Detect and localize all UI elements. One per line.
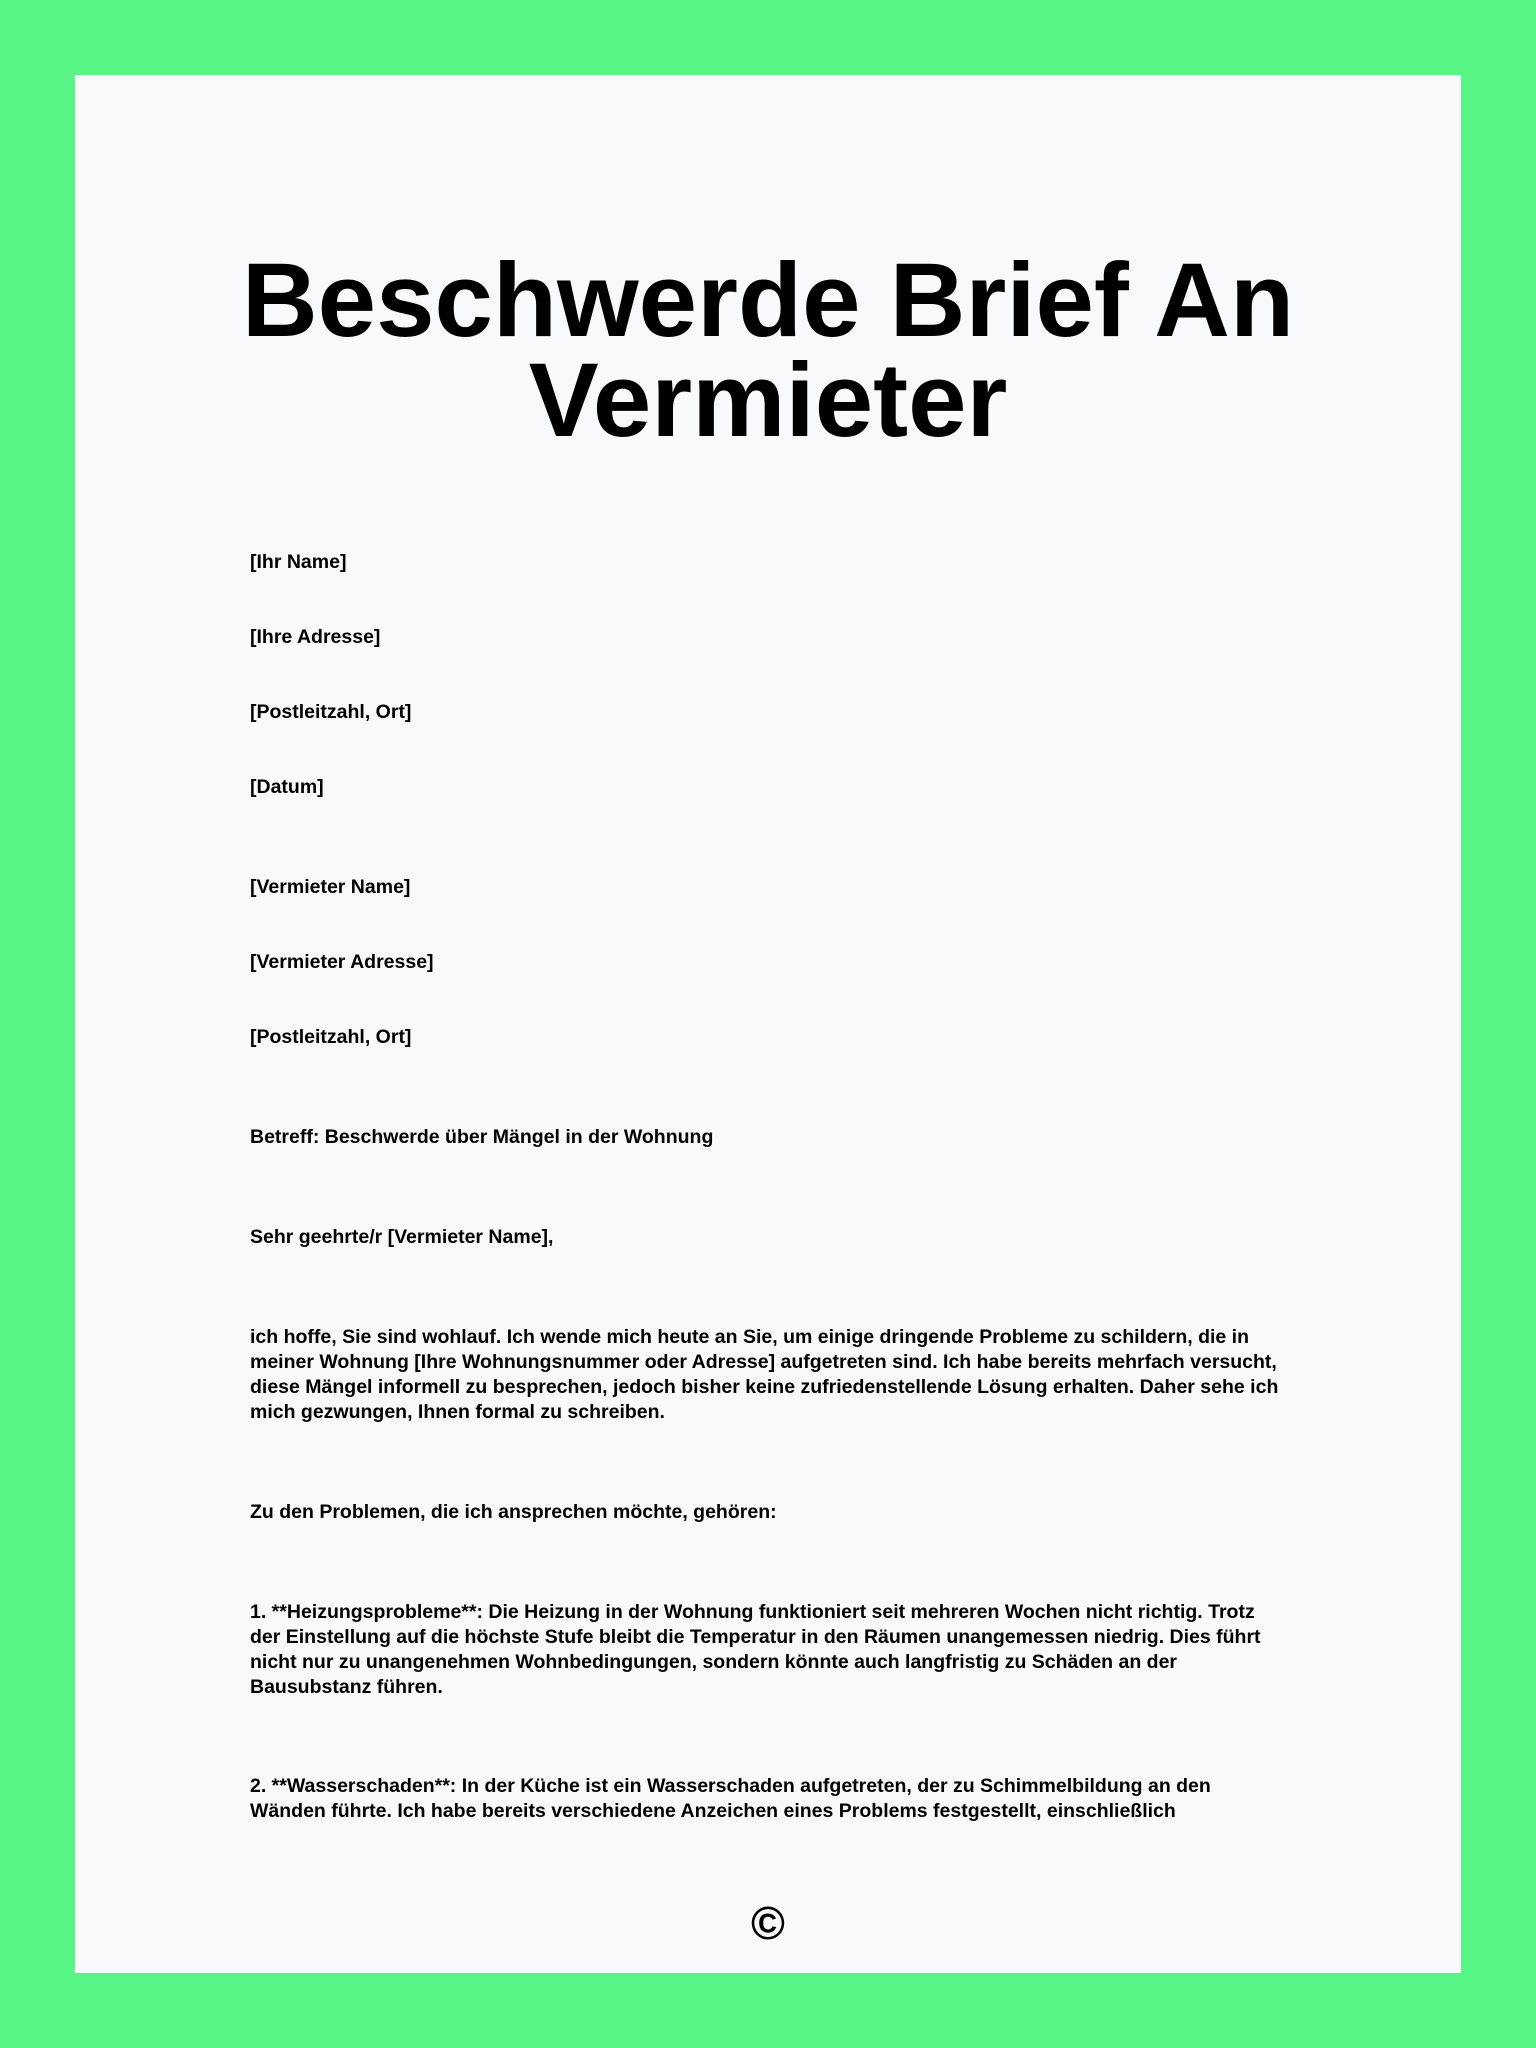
document-title: Beschwerde Brief An Vermieter	[241, 242, 1295, 459]
recipient-address: [Vermieter Adresse]	[250, 951, 434, 973]
copyright-icon: ©	[751, 1897, 785, 1949]
document-page	[75, 75, 1461, 1973]
letter-subject: Betreff: Beschwerde über Mängel in der Wohnung	[250, 1126, 714, 1148]
paragraph-heating: 1. **Heizungsprobleme**: Die Heizung in der Wohnung funktioniert seit mehreren Wochen nicht richtig. Trotz der Einstellung auf die höchste Stufe bleibt die Temperatur in den Räumen unangemessen niedrig. Dies führt nicht nur zu unangenehmen Wohnbedingungen, sondern könnte auch langfristig zu Schäden an der Bausubstanz führen.	[250, 1601, 1261, 1698]
sender-postal-city: [Postleitzahl, Ort]	[250, 701, 412, 723]
paragraph-water-damage: 2. **Wasserschaden**: In der Küche ist ein Wasserschaden aufgetreten, der zu Schimmelbildung an den Wänden führte. Ich habe bereits verschiedene Anzeichen eines Problems festgestellt, einschließlich	[250, 1775, 1211, 1822]
recipient-name: [Vermieter Name]	[250, 876, 411, 898]
recipient-postal-city: [Postleitzahl, Ort]	[250, 1026, 412, 1048]
letter-date: [Datum]	[250, 776, 324, 798]
paragraph-problems-lead: Zu den Problemen, die ich ansprechen möchte, gehören:	[250, 1501, 777, 1523]
sender-address: [Ihre Adresse]	[250, 626, 381, 648]
letter-salutation: Sehr geehrte/r [Vermieter Name],	[250, 1226, 554, 1248]
paragraph-intro: ich hoffe, Sie sind wohlauf. Ich wende mich heute an Sie, um einige dringende Probleme zu schildern, die in meiner Wohnung [Ihre Wohnungsnummer oder Adresse] aufgetreten sind. Ich habe bereits mehrfach versucht, diese Mängel informell zu besprechen, jedoch bisher keine zufriedenstellende Lösung erhalten. Daher sehe ich mich gezwungen, Ihnen formal zu schreiben.	[250, 1326, 1279, 1423]
sender-name: [Ihr Name]	[250, 551, 347, 573]
